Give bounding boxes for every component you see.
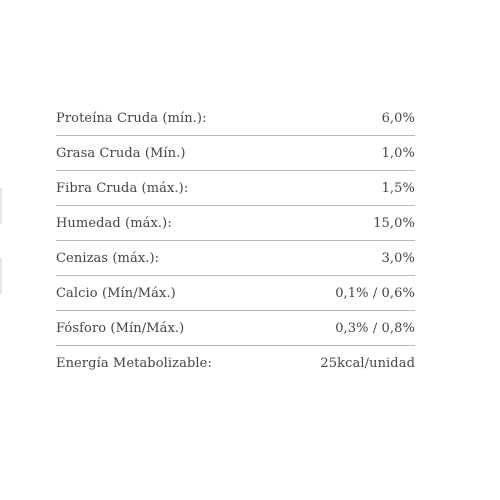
row-value: 3,0% [381,250,415,266]
row-label: Calcio (Mín/Máx.) [56,285,176,301]
row-value: 25kcal/unidad [320,355,415,371]
row-label: Energía Metabolizable: [56,355,212,371]
row-label: Fósforo (Mín/Máx.) [56,320,185,336]
row-value: 15,0% [373,215,415,231]
row-label: Humedad (máx.): [56,215,172,231]
row-value: 1,5% [381,180,415,196]
row-value: 1,0% [381,145,415,161]
edge-divider [0,258,2,294]
table-row [56,241,415,276]
table-row [56,101,415,136]
edge-divider [0,188,2,224]
row-label: Proteína Cruda (mín.): [56,110,207,126]
table-row [56,206,415,241]
row-value: 0,3% / 0,8% [335,320,415,336]
row-value: 6,0% [381,110,415,126]
nutrition-table [56,101,415,380]
row-label: Cenizas (máx.): [56,250,160,266]
table-row [56,171,415,206]
table-row [56,276,415,311]
row-label: Grasa Cruda (Mín.) [56,145,186,161]
row-label: Fibra Cruda (máx.): [56,180,189,196]
table-row [56,346,415,380]
table-row [56,311,415,346]
row-value: 0,1% / 0,6% [335,285,415,301]
table-row [56,136,415,171]
